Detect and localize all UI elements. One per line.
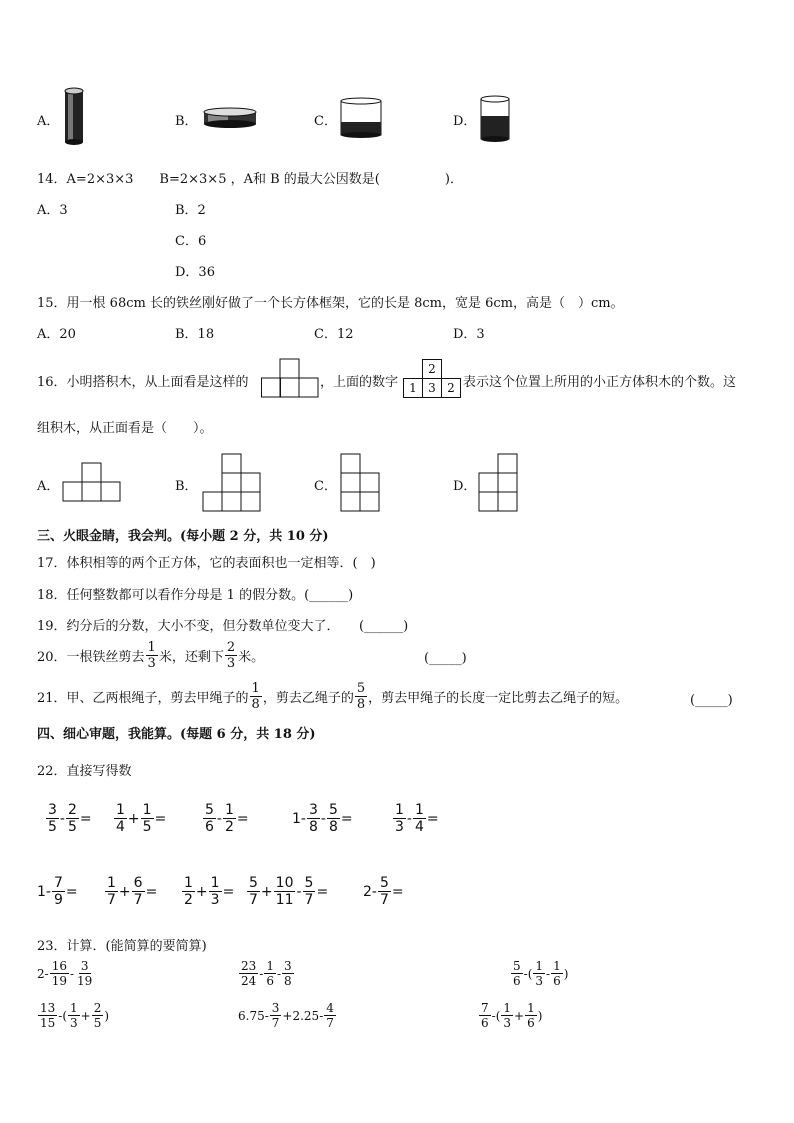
denominator: 5 (93, 1016, 102, 1030)
numerator: 1 (395, 802, 404, 818)
q16-stem-c: 表示这个位置上所用的小正方体积木的个数。这 (463, 375, 737, 390)
operator: + (514, 1008, 525, 1023)
numerator: 7 (53, 875, 63, 891)
front-view-a (62, 462, 124, 502)
operator: - (259, 966, 264, 981)
equals-sign: = (79, 810, 92, 827)
denominator: 6 (481, 1016, 489, 1030)
numerator: 2 (226, 640, 236, 655)
wide-cylinder-image (339, 96, 383, 140)
numerator: 6 (133, 875, 143, 891)
q23-title: 23．计算．(能简算的要简算) (37, 939, 207, 954)
numerator: 5 (356, 681, 366, 696)
math-expression (181, 876, 234, 907)
fraction (393, 803, 406, 834)
operator: -( (58, 1008, 68, 1023)
numerator: 3 (284, 959, 292, 973)
fraction (223, 803, 236, 834)
denominator: 2 (224, 819, 234, 835)
numerator: 1 (266, 959, 274, 973)
denominator: 7 (133, 892, 143, 908)
numerator: 13 (40, 1001, 56, 1015)
numerator: 16 (51, 959, 67, 973)
denominator: 3 (503, 1016, 512, 1030)
equals-sign: = (316, 883, 329, 900)
q14-stem: 14．A=2×3×3 B=2×3×5 ，A和 B 的最大公因数是( )． (37, 172, 463, 187)
numerator: 5 (379, 875, 389, 891)
fraction (274, 876, 296, 907)
math-expression (37, 1002, 109, 1029)
q16-option-c-label: C． (314, 479, 337, 494)
numerator: 1 (142, 802, 152, 818)
fraction (413, 803, 426, 834)
equals-sign: = (340, 810, 353, 827)
fraction (105, 876, 118, 907)
equals-sign: = (222, 883, 235, 900)
digit-grid (403, 358, 463, 398)
equals-sign: = (236, 810, 249, 827)
denominator: 6 (527, 1016, 535, 1030)
q17-text: 17．体积相等的两个正方体，它的表面积也一定相等．( ) (37, 556, 376, 571)
q16-stem-b: ，上面的数字 (320, 375, 399, 390)
q14-option-b: B．2 (175, 203, 206, 218)
denominator: 6 (205, 819, 214, 835)
q15-option-d: D．3 (453, 327, 485, 342)
operator: - (69, 966, 75, 981)
denominator: 5 (142, 819, 152, 835)
q13-option-b-label: B． (175, 114, 198, 129)
digit-cell: 1 (403, 378, 423, 398)
fraction (68, 1002, 80, 1029)
denominator: 11 (275, 892, 294, 908)
fraction (38, 1002, 57, 1029)
denominator: 6 (266, 974, 274, 988)
numerator: 5 (304, 875, 314, 891)
denominator: 3 (147, 656, 156, 671)
operator: - (546, 966, 551, 981)
equals-sign: = (145, 883, 158, 900)
math-expression (45, 803, 92, 834)
denominator: 19 (51, 974, 67, 988)
math-expression (238, 1002, 337, 1029)
tall-cylinder-image (62, 86, 86, 146)
fraction (327, 803, 340, 834)
denominator: 7 (326, 1016, 334, 1030)
fraction (533, 960, 545, 987)
fraction (525, 1002, 537, 1029)
fraction (551, 960, 563, 987)
math-expression (363, 876, 404, 907)
operator: - (320, 810, 326, 827)
denominator: 2 (184, 892, 193, 908)
fraction (355, 682, 367, 711)
numerator: 1 (553, 959, 561, 973)
q22-title: 22．直接写得数 (37, 764, 132, 779)
fraction (50, 960, 69, 987)
operator: - (59, 810, 65, 827)
q21-answer-blank[interactable]: (_____) (690, 693, 733, 708)
math-expression (392, 803, 439, 834)
operator: ) (537, 1008, 543, 1023)
denominator: 15 (40, 1016, 56, 1030)
fraction (247, 876, 260, 907)
numerator: 1 (116, 802, 125, 818)
q15-option-c: C．12 (314, 327, 354, 342)
fraction (303, 876, 316, 907)
numerator: 1 (527, 1001, 535, 1015)
operator: ) (563, 966, 569, 981)
q15-stem: 15．用一根 68cm 长的铁丝刚好做了一个长方体框架，它的长是 8cm，宽是 6cm，高是（ ）cm。 (37, 296, 624, 311)
numerator: 2 (67, 802, 77, 818)
q15-option-a: A．20 (37, 327, 76, 342)
denominator: 3 (395, 819, 404, 835)
q14-option-a: A．3 (37, 203, 68, 218)
fraction (75, 960, 94, 987)
denominator: 8 (251, 697, 260, 712)
fraction (114, 803, 127, 834)
denominator: 6 (513, 974, 521, 988)
fraction (239, 960, 258, 987)
fraction (132, 876, 145, 907)
fraction (378, 876, 391, 907)
numerator: 4 (326, 1001, 334, 1015)
operator: + (195, 883, 208, 900)
fraction (324, 1002, 336, 1029)
fraction (92, 1002, 104, 1029)
math-expression (238, 960, 295, 987)
denominator: 9 (53, 892, 63, 908)
fraction (209, 876, 222, 907)
operator: ) (104, 1008, 110, 1023)
denominator: 8 (284, 974, 292, 988)
denominator: 6 (553, 974, 561, 988)
operator: - (406, 810, 412, 827)
q16-option-a-label: A． (37, 479, 60, 494)
expression-prefix: 1- (292, 810, 306, 827)
numerator: 1 (503, 1001, 512, 1015)
q13-option-a-label: A． (37, 114, 60, 129)
denominator: 8 (356, 697, 366, 712)
q20-part-b: 米，还剩下 (158, 650, 224, 665)
numerator: 3 (271, 1001, 280, 1015)
numerator: 1 (224, 802, 234, 818)
q16-option-b-label: B． (175, 479, 198, 494)
denominator: 5 (67, 819, 77, 835)
operator: + (80, 1008, 91, 1023)
denominator: 8 (308, 819, 318, 835)
q21-text (37, 682, 628, 711)
fraction (307, 803, 320, 834)
digit-cell: 3 (422, 378, 442, 398)
medium-cylinder-image (479, 94, 511, 144)
numerator: 5 (328, 802, 338, 818)
digit-cell: 2 (422, 359, 442, 379)
equals-sign: = (426, 810, 439, 827)
q16-stem-d: 组积木，从正面看是（ ）。 (37, 421, 213, 436)
equals-sign: = (154, 810, 167, 827)
math-expression (510, 960, 568, 987)
expression-prefix: 1- (37, 883, 51, 900)
denominator: 24 (241, 974, 257, 988)
equals-sign: = (65, 883, 78, 900)
fraction (141, 803, 154, 834)
math-expression (37, 876, 78, 907)
math-expression (37, 960, 95, 987)
operator: -( (523, 966, 533, 981)
numerator: 3 (48, 802, 57, 818)
numerator: 1 (210, 875, 220, 891)
denominator: 7 (304, 892, 314, 908)
fraction (501, 1002, 513, 1029)
operator: - (216, 810, 222, 827)
denominator: 3 (210, 892, 220, 908)
expression-prefix: 6.75- (238, 1008, 269, 1023)
numerator: 5 (205, 802, 214, 818)
numerator: 3 (308, 802, 318, 818)
numerator: 1 (147, 640, 156, 655)
expression-prefix: 2- (363, 883, 377, 900)
fraction (282, 960, 294, 987)
q21-part-a: 21．甲、乙两根绳子，剪去甲绳子的 (37, 691, 249, 706)
section-4-heading: 四、细心审题，我能算。(每题 6 分，共 18 分) (37, 727, 316, 742)
front-view-c (340, 453, 384, 513)
q20-answer-blank[interactable]: (_____) (424, 651, 467, 666)
q13-option-c-label: C． (314, 114, 337, 129)
q21-part-b: ，剪去乙绳子的 (262, 691, 354, 706)
q21-part-c: ，剪去甲绳子的长度一定比剪去乙绳子的短。 (368, 691, 629, 706)
fraction (270, 1002, 282, 1029)
q14-option-d: D．36 (175, 265, 215, 280)
q16-option-d-label: D． (453, 479, 477, 494)
operator: - (296, 883, 302, 900)
denominator: 7 (107, 892, 116, 908)
denominator: 5 (48, 819, 57, 835)
operator: -( (491, 1008, 501, 1023)
fraction (46, 803, 59, 834)
fraction (225, 641, 237, 670)
numerator: 5 (249, 875, 258, 891)
math-expression (113, 803, 166, 834)
numerator: 1 (414, 802, 424, 818)
operator: + (118, 883, 131, 900)
denominator: 19 (77, 974, 93, 988)
numerator: 23 (241, 959, 257, 973)
fraction (479, 1002, 491, 1029)
numerator: 1 (184, 875, 193, 891)
math-expression (478, 1002, 542, 1029)
fraction (146, 641, 158, 670)
denominator: 7 (249, 892, 258, 908)
fraction (250, 682, 262, 711)
top-view-figure (261, 358, 321, 398)
denominator: 4 (116, 819, 125, 835)
operator: + (127, 810, 140, 827)
q20-part-c: 米。 (238, 650, 265, 665)
numerator: 2 (93, 1001, 102, 1015)
section-3-heading: 三、火眼金睛，我会判。(每小题 2 分，共 10 分) (37, 529, 329, 544)
numerator: 1 (107, 875, 116, 891)
fraction (264, 960, 276, 987)
q19-text: 19．约分后的分数，大小不变，但分数单位变大了． (______) (37, 619, 409, 634)
numerator: 1 (251, 681, 260, 696)
operator: + (260, 883, 273, 900)
denominator: 3 (70, 1016, 78, 1030)
denominator: 3 (535, 974, 544, 988)
digit-cell: 2 (441, 378, 461, 398)
expression-prefix: 2- (37, 966, 49, 981)
denominator: 4 (414, 819, 424, 835)
operator: +2.25- (282, 1008, 324, 1023)
equals-sign: = (391, 883, 404, 900)
fraction (182, 876, 195, 907)
denominator: 7 (379, 892, 389, 908)
denominator: 7 (271, 1016, 280, 1030)
operator: - (276, 966, 282, 981)
numerator: 7 (481, 1001, 489, 1015)
q18-text: 18．任何整数都可以看作分母是 1 的假分数。(______) (37, 588, 354, 603)
front-view-b (202, 453, 264, 513)
q20-text (37, 641, 264, 670)
numerator: 1 (70, 1001, 78, 1015)
fraction (66, 803, 79, 834)
fraction (52, 876, 65, 907)
q16-stem-a: 16．小明搭积木，从上面看是这样的 (37, 375, 249, 390)
numerator: 10 (275, 875, 294, 891)
q13-option-d-label: D． (453, 114, 477, 129)
math-expression (104, 876, 157, 907)
numerator: 5 (513, 959, 521, 973)
q20-part-a: 20．一根铁丝剪去 (37, 650, 145, 665)
front-view-d (478, 453, 522, 513)
numerator: 1 (535, 959, 544, 973)
fraction (511, 960, 523, 987)
denominator: 8 (328, 819, 338, 835)
math-expression (292, 803, 353, 834)
flat-cylinder-image (202, 106, 260, 130)
q15-option-b: B．18 (175, 327, 215, 342)
denominator: 3 (226, 656, 236, 671)
fraction (203, 803, 216, 834)
q14-option-c: C．6 (175, 234, 207, 249)
math-expression (202, 803, 249, 834)
numerator: 3 (80, 959, 89, 973)
math-expression (246, 876, 328, 907)
